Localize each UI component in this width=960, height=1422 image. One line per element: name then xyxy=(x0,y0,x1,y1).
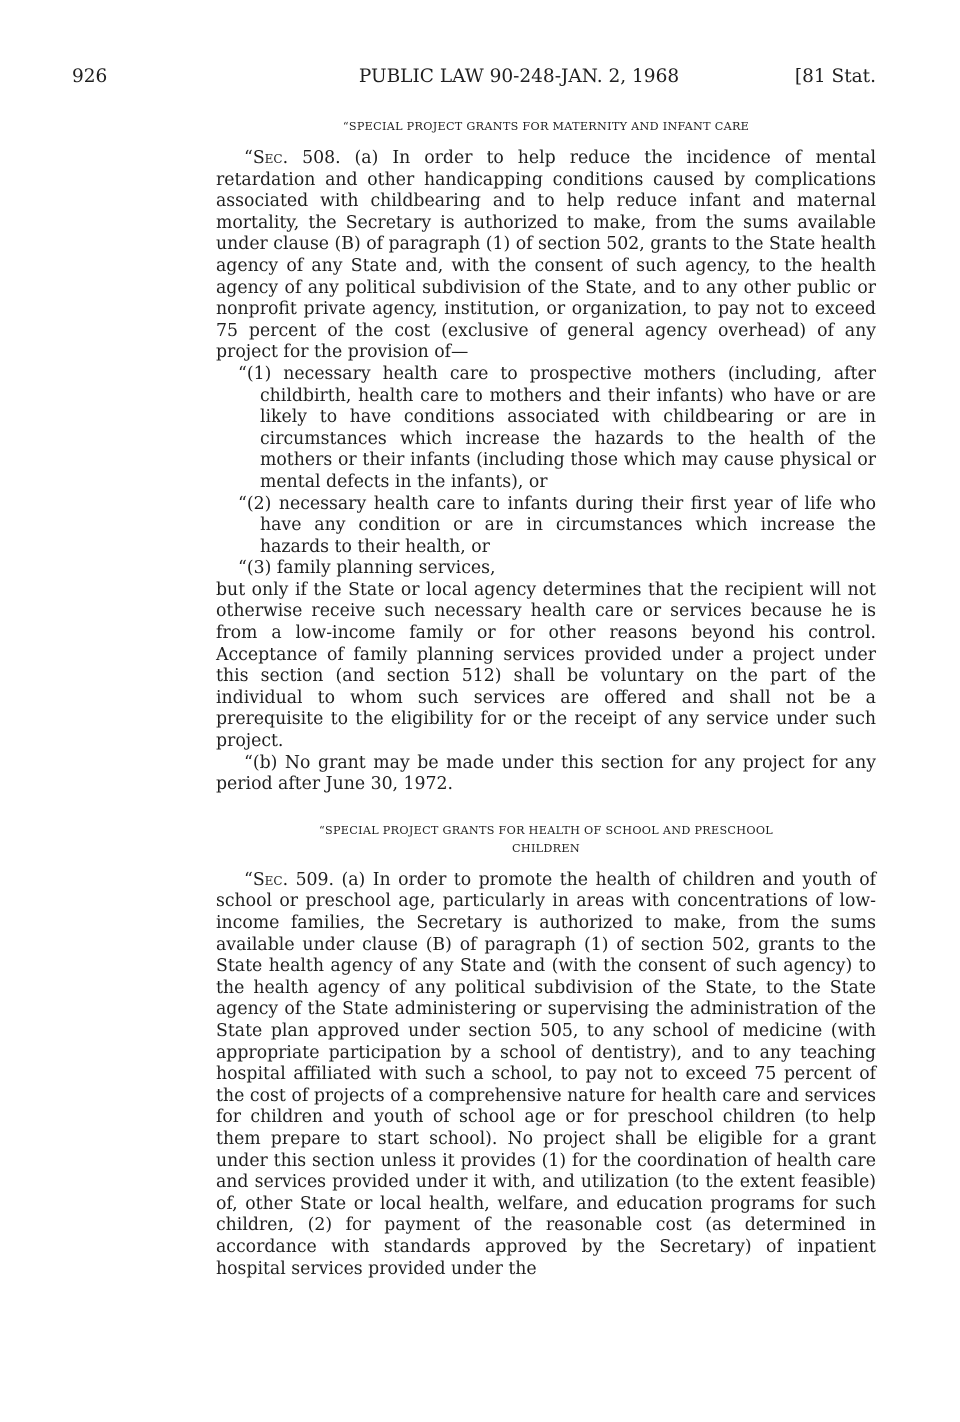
section-508-paragraph-b: “(b) No grant may be made under this section for any project for any period after June 30, 1972. xyxy=(216,752,876,795)
section-509-caption xyxy=(216,822,876,858)
section-509-paragraph-a xyxy=(216,870,876,1280)
section-509-label: “Sec. xyxy=(244,869,289,890)
section-508-caption: “SPECIAL PROJECT GRANTS FOR MATERNITY AND INFANT CARE xyxy=(342,120,750,133)
section-509-caption-line-1: “SPECIAL PROJECT GRANTS FOR HEALTH OF SCHOOL AND PRESCHOOL xyxy=(318,823,774,837)
page-body xyxy=(216,118,876,1280)
page-header xyxy=(72,66,876,92)
section-508-item-2: “(2) necessary health care to infants during their first year of life who have any condition or are in circumstances which increase the hazards to their health, or xyxy=(238,493,876,557)
page-number: 926 xyxy=(72,66,108,87)
section-508-label: “Sec. xyxy=(244,148,289,168)
section-508-paragraph-a-text: 508. (a) In order to help reduce the incidence of mental retardation and other handicapping conditions caused by complications associated with childbearing and to help reduce infant and maternal mortality, the Secretary is authorized to make, from the sums available under clause (B) of paragraph (1) of section 502, grants to the State health agency of any State and, with the consent of such agency, to the health agency of any political subdivision of the State, and to any other public or nonprofit private agency, institution, or organization, to pay not to exceed 75 percent of the cost (exclusive of general agency overhead) of any project for the provision of— xyxy=(216,148,876,363)
section-508-tail: but only if the State or local agency determines that the recipient will not otherwise receive such necessary health care or services because he is from a low-income family or for other reasons beyond his control. Acceptance of family planning services provided under a project under this section (and section 512) shall be voluntary on the part of the individual to whom such services are offered and shall not be a prerequisite to the eligibility for or the receipt of any service under such project. xyxy=(216,579,876,752)
statute-citation: [81 Stat. xyxy=(794,66,876,87)
running-title: PUBLIC LAW 90-248-JAN. 2, 1968 xyxy=(358,66,680,87)
section-508-item-1: “(1) necessary health care to prospective mothers (including, after childbirth, health care to mothers and their infants) who have or are likely to have conditions associated with childbearing or are in circumstances which increase the hazards to the health of the mothers or their infants (including those which may cause physical or mental defects in the infants), or xyxy=(238,363,876,492)
section-509-caption-line-2: CHILDREN xyxy=(512,841,580,855)
section-508-item-3: “(3) family planning services, xyxy=(238,558,496,579)
section-508-paragraph-a xyxy=(216,148,876,364)
section-509-paragraph-a-text: 509. (a) In order to promote the health of children and youth of school or preschool age, particularly in areas with concentrations of low-income families, the Secretary is authorized to make, from the sums available under clause (B) of paragraph (1) of section 502, grants to the State health agency of any State and (with the consent of such agency) to the health agency of any political subdivision of the State, to the State agency of the State administering or supervising the administration of the State plan approved under section 505, to any school of medicine (with appropriate participation by a school of dentistry), and to any teaching hospital affiliated with such a school, to pay not to exceed 75 percent of the cost of projects of a comprehensive nature for health care and services for children and youth of school age or for preschool children (to help them prepare to start school). No project shall be eligible for a grant under this section unless it provides (1) for the coordination of health care and services provided under it with, and utilization (to the extent feasible) of, other State or local health, welfare, and education programs for such children, (2) for payment of the reasonable cost (as determined in accordance with standards approved by the Secretary) of inpatient hospital services provided under the xyxy=(216,869,876,1279)
